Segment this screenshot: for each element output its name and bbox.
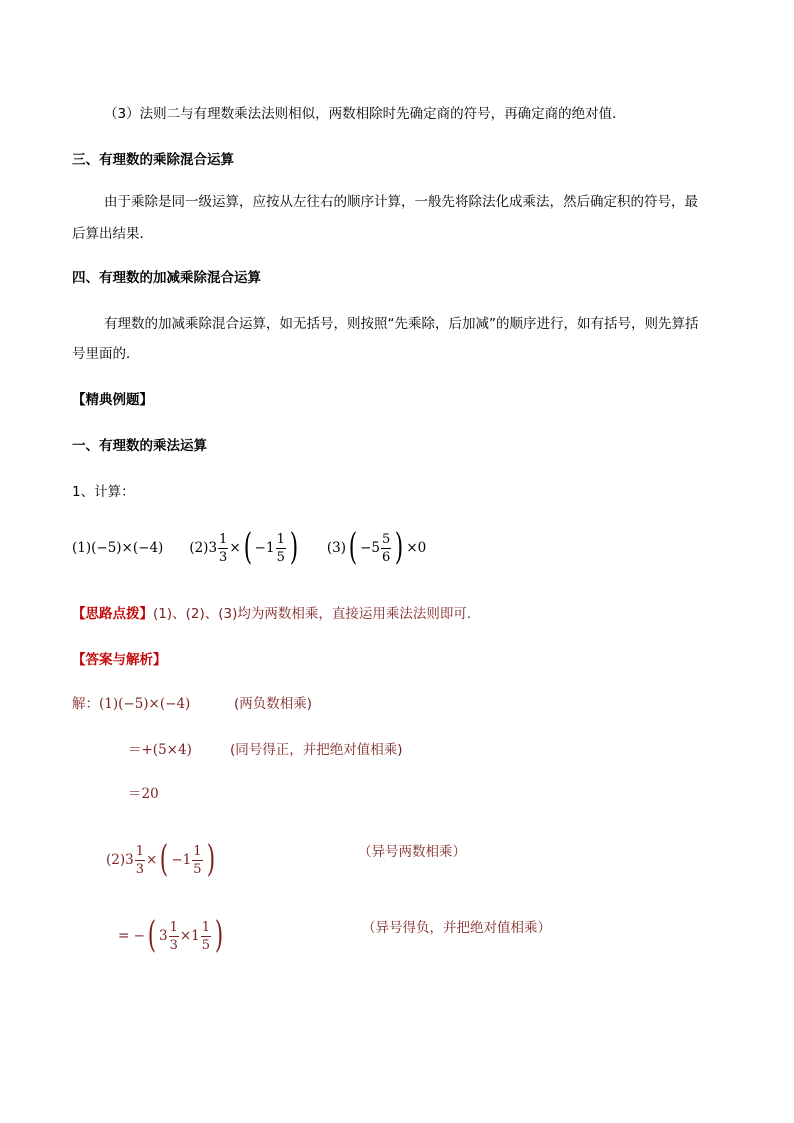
heading-multiplication: 一、有理数的乘法运算 xyxy=(72,438,207,454)
solution-2-step2-fraction2: $\frac{1}{5}$ xyxy=(201,919,211,953)
right-paren: ) xyxy=(289,527,299,568)
heading-mixed-multiply-divide: 三、有理数的乘除混合运算 xyxy=(72,152,234,168)
solution-1-step3: ＝20 xyxy=(128,786,159,802)
expr-2-whole: 3 xyxy=(208,540,218,556)
expr-1: (1)(−5)×(−4) xyxy=(72,540,164,556)
hint-line xyxy=(72,604,480,624)
solution-2-inner: −1 xyxy=(171,852,192,868)
solution-2-times: × xyxy=(146,852,158,868)
solution-1-expr: (1)(−5)×(−4) xyxy=(99,696,191,712)
solution-1-note2: (同号得正，并把绝对值相乘) xyxy=(230,742,403,758)
para4-line2: 号里面的． xyxy=(72,346,140,362)
rule3-paragraph: （3）法则二与有理数乘法法则相似，两数相除时先确定商的符号，再确定商的绝对值． xyxy=(104,106,626,122)
expr-3-tail: ×0 xyxy=(406,540,427,556)
expr-2-inner: −1 xyxy=(254,540,275,556)
question-1-label: 1、计算： xyxy=(72,484,135,500)
solution-1-note: (两负数相乘) xyxy=(234,696,313,712)
solution-2-step2-fraction1: $\frac{1}{3}$ xyxy=(169,919,178,953)
expr-2-inner-fraction: $\frac{1}{5}$ xyxy=(276,531,285,565)
para4-line1: 有理数的加减乘除混合运算，如无括号，则按照“先乘除，后加减”的顺序进行，如有括号，则先算括 xyxy=(104,316,699,332)
answer-label: 【答案与解析】 xyxy=(72,652,167,668)
right-paren: ) xyxy=(206,839,215,880)
expr-3-prefix: (3) xyxy=(326,540,347,556)
solution-prefix: 解： xyxy=(72,696,99,712)
para3-line1: 由于乘除是同一级运算，应按从左往右的顺序计算，一般先将除法化成乘法，然后确定积的符号，最 xyxy=(104,194,698,210)
solution-2-note2: （异号得负，并把绝对值相乘） xyxy=(362,920,551,936)
solution-2-step2-prefix: = − xyxy=(118,928,145,944)
expr-2-times: × xyxy=(229,540,241,556)
left-paren: ( xyxy=(160,839,169,880)
solution-2-prefix: (2) xyxy=(106,852,126,868)
right-paren: ) xyxy=(395,527,404,568)
left-paren: ( xyxy=(243,527,252,568)
expr-2-prefix: (2) xyxy=(189,540,209,556)
solution-2-line1 xyxy=(106,839,218,880)
solution-2-inner-fraction: $\frac{1}{5}$ xyxy=(193,843,202,877)
hint-label: 【思路点拨】 xyxy=(72,606,153,622)
expr-3-inner: −5 xyxy=(360,540,380,556)
solution-2-whole: 3 xyxy=(125,852,134,868)
solution-2-step2-whole: 3 xyxy=(158,928,168,944)
expr-3-fraction: $\frac{5}{6}$ xyxy=(381,531,391,565)
solution-2-fraction: $\frac{1}{3}$ xyxy=(135,843,144,877)
left-paren: ( xyxy=(147,915,157,956)
solution-2-note: （异号两数相乘） xyxy=(358,844,466,860)
right-paren: ) xyxy=(214,915,224,956)
solution-1-step2: ＝+(5×4) xyxy=(128,742,192,758)
hint-text: (1)、(2)、(3)均为两数相乘，直接运用乘法法则即可． xyxy=(153,606,481,622)
section-examples: 【精典例题】 xyxy=(72,392,153,408)
solution-1-line1 xyxy=(72,694,190,714)
question-1-expressions xyxy=(72,527,427,568)
para3-line2: 后算出结果． xyxy=(72,226,153,242)
solution-2-step2-times: ×1 xyxy=(179,928,200,944)
expr-2-fraction: $\frac{1}{3}$ xyxy=(219,531,228,565)
solution-2-step2 xyxy=(118,915,226,956)
heading-mixed-four-ops: 四、有理数的加减乘除混合运算 xyxy=(72,270,261,286)
left-paren: ( xyxy=(348,527,358,568)
